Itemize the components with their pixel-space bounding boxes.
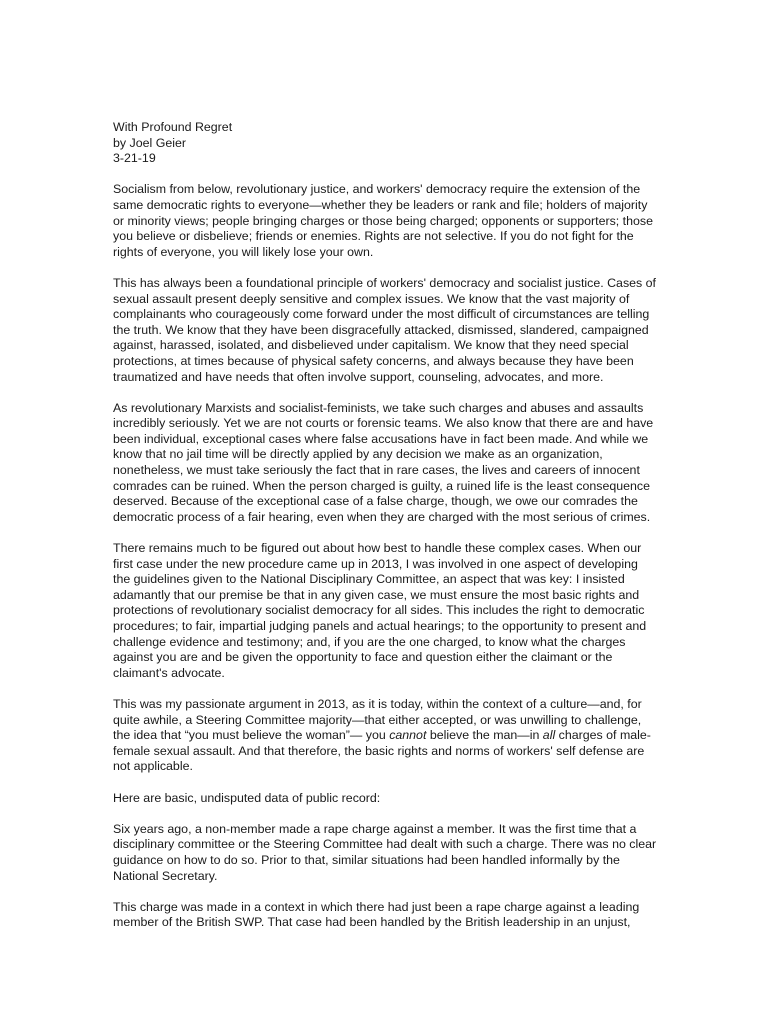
paragraph-2: This has always been a foundational principle of workers' democracy and socialist justice. Cases of sexual assault present deeply sensitive and complex issues. We know that the vast majority of complainants who courageously come forward under the most difficult of circumstances are telling the truth. We know that they have been disgracefully attacked, dismissed, slandered, campaigned against, harassed, isolated, and disbelieved under capitalism. We know that they need special protections, at times because of physical safety concerns, and always because they have been traumatized and have needs that often involve support, counseling, advocates, and more. xyxy=(113,275,657,384)
paragraph-4: There remains much to be figured out about how best to handle these complex cases. When our first case under the new procedure came up in 2013, I was involved in one aspect of developing the guidelines given to the National Disciplinary Committee, an aspect that was key: I insisted adamantly that our premise be that in any given case, we must ensure the most basic rights and protections of revolutionary socialist democracy for all sides. This includes the right to democratic procedures; to fair, impartial judging panels and actual hearings; to the opportunity to present and challenge evidence and testimony; and, if you are the one charged, to know what the charges against you are and be given the opportunity to face and question either the claimant or the claimant's advocate. xyxy=(113,541,647,680)
document-header xyxy=(113,120,658,167)
paragraph-5-text-a: This was my passionate argument in 2013, as it is today, within the context of a culture—and, for quite awhile, a Steering Committee majority—that either accepted, or was unwilling to challenge, the idea that “you must believe the woman”— you xyxy=(113,696,642,743)
paragraph-5 xyxy=(113,697,658,775)
document-author: by Joel Geier xyxy=(113,135,187,150)
paragraph-3: As revolutionary Marxists and socialist-feminists, we take such charges and abuses and assaults incredibly seriously. Yet we are not courts or forensic teams. We also know that there are and have been individual, exceptional cases where false accusations have in fact been made. And while we know that no jail time will be directly applied by any decision we make as an organization, nonetheless, we must take seriously the fact that in rare cases, the lives and careers of innocent comrades can be ruined. When the person charged is guilty, a ruined life is the least consequence deserved. Because of the exceptional case of a false charge, though, we owe our comrades the democratic process of a fair hearing, even when they are charged with the most serious of crimes. xyxy=(113,400,654,524)
paragraph-8: This charge was made in a context in which there had just been a rape charge against a leading member of the British SWP. That case had been handled by the British leadership in an unjust, xyxy=(113,899,640,930)
paragraph-6: Here are basic, undisputed data of public record: xyxy=(113,790,381,805)
paragraph-1: Socialism from below, revolutionary justice, and workers' democracy require the extension of the same democratic rights to everyone—whether they be leaders or rank and file; holders of majority or minority views; people bringing charges or those being charged; opponents or supporters; those you believe or disbelieve; friends or enemies. Rights are not selective. If you do not fight for the rights of everyone, you will likely lose your own. xyxy=(113,182,653,259)
paragraph-5-text-c: charges of male-female sexual assault. And that therefore, the basic rights and norms of workers' self defense are not applicable. xyxy=(113,728,651,774)
document-title: With Profound Regret xyxy=(113,120,233,134)
paragraph-5-emphasis-cannot: cannot xyxy=(389,728,427,743)
document-date: 3-21-19 xyxy=(113,151,156,166)
document-page xyxy=(113,120,658,946)
paragraph-5-emphasis-all: all xyxy=(542,728,556,743)
paragraph-7: Six years ago, a non-member made a rape charge against a member. It was the first time that a disciplinary committee or the Steering Committee had dealt with such a charge. There was no clear guidance on how to do so. Prior to that, similar situations had been handled informally by the National Secretary. xyxy=(113,821,657,883)
paragraph-5-text-b: believe the man—in xyxy=(426,728,543,743)
